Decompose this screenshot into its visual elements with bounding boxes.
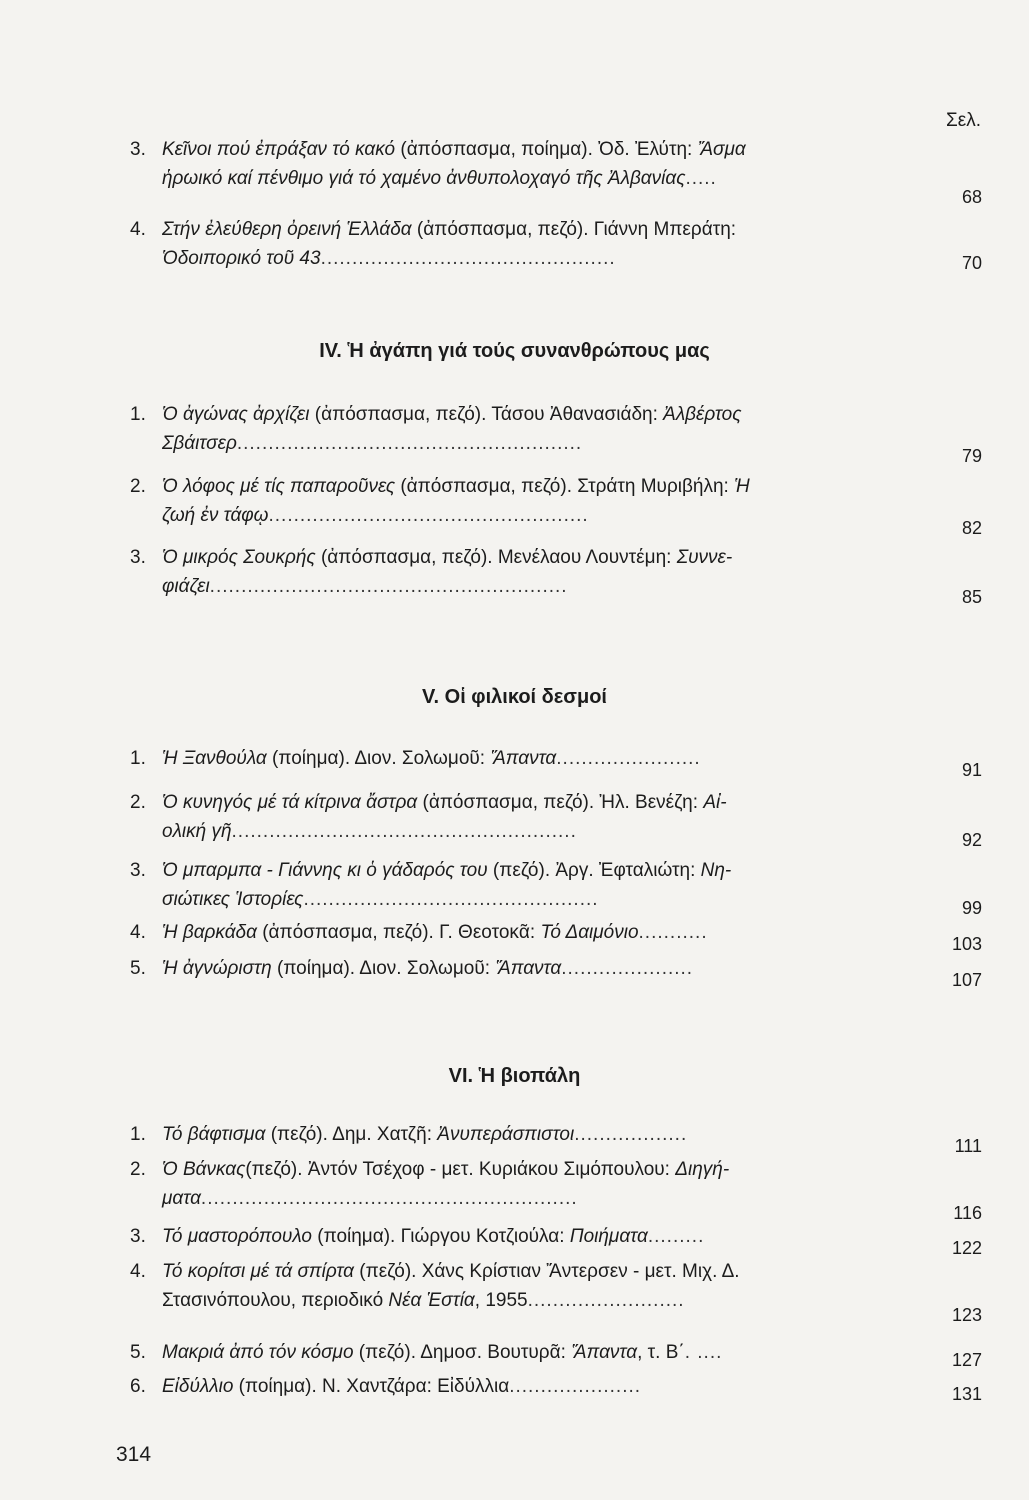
toc-page-number: 99 xyxy=(961,898,982,918)
toc-page-number: 79 xyxy=(961,446,982,466)
toc-entry: 1. Ἡ Ξανθούλα (ποίημα). Διον. Σολωμοῦ: Ἅπαντα....................... 91 xyxy=(130,748,982,780)
toc-page-number: 127 xyxy=(951,1350,982,1370)
toc-entry: 3. Ὁ μικρός Σουκρής (ἀπόσπασμα, πεζό). Μενέλαου Λουντέμη: Συννε- φιάζει......................................................... 85 xyxy=(130,547,982,607)
page-number: 314 xyxy=(116,1443,152,1466)
toc-page-number: 131 xyxy=(951,1384,982,1404)
toc-entry: 4. Στήν ἐλεύθερη ὀρεινή Ἑλλάδα (ἀπόσπασμα, πεζό). Γιάννη Μπεράτη: Ὁδοιπορικό τοῦ 43............................................... 70 xyxy=(130,219,982,273)
toc-entry: 3. Τό μαστορόπουλο (ποίημα). Γιώργου Κοτζιούλα: Ποιήματα......... 122 xyxy=(130,1226,982,1258)
toc-entry: 2. Ὁ κυνηγός μέ τά κίτρινα ἄστρα (ἀπόσπασμα, πεζό). Ἠλ. Βενέζη: Αἰ- ολική γῆ....................................................... 92 xyxy=(130,792,982,850)
toc-page-number: 122 xyxy=(951,1238,982,1258)
toc-page-number: 107 xyxy=(951,970,982,990)
toc-entry: 5. Ἡ ἀγνώριστη (ποίημα). Διον. Σολωμοῦ: Ἅπαντα..................... 107 xyxy=(130,958,982,990)
toc-page-number: 91 xyxy=(961,760,982,780)
page-column-label: Σελ. xyxy=(946,110,981,131)
toc-page-number: 70 xyxy=(961,253,982,273)
toc-page-number: 92 xyxy=(961,830,982,850)
toc-entry: 4. Ἡ βαρκάδα (ἀπόσπασμα, πεζό). Γ. Θεοτοκᾶ: Τό Δαιμόνιο........... 103 xyxy=(130,922,982,954)
toc-entry: 3. Ὁ μπαρμπα - Γιάννης κι ὁ γάδαρός του (πεζό). Ἀργ. Ἐφταλιώτη: Νη- σιώτικες Ἱστορίες............................................... 99 xyxy=(130,860,982,918)
toc-entry: 4. Τό κορίτσι μέ τά σπίρτα (πεζό). Χάνς Κρίστιαν Ἄντερσεν - μετ. Μιχ. Δ. Στασινόπουλου, περιοδικό Νέα Ἑστία, 1955......................... 123 xyxy=(130,1261,982,1325)
toc-page-number: 68 xyxy=(961,187,982,207)
toc-entry: 2. Ὁ Βάνκας(πεζό). Ἀντόν Τσέχοφ - μετ. Κυριάκου Σιμόπουλου: Διηγή- ματα............................................................ 116 xyxy=(130,1159,982,1223)
section-heading-iv: IV. Ἡ ἀγάπη γιά τούς συνανθρώπους μας xyxy=(319,340,710,362)
toc-page-number: 103 xyxy=(951,934,982,954)
toc-entry: 2. Ὁ λόφος μέ τίς παπαροῦνες (ἀπόσπασμα, πεζό). Στράτη Μυριβήλη: Ἡ ζωή ἐν τάφῳ................................................... 82 xyxy=(130,476,982,538)
toc-entry: 5. Μακριά ἀπό τόν κόσμο (πεζό). Δημοσ. Βουτυρᾶ: Ἅπαντα, τ. Β΄. .... 127 xyxy=(130,1342,982,1370)
toc-page-number: 116 xyxy=(953,1203,982,1223)
toc-page-number: 111 xyxy=(954,1136,982,1156)
toc-entry: 1. Τό βάφτισμα (πεζό). Δημ. Χατζῆ: Ἀνυπεράσπιστοι.................. 111 xyxy=(130,1124,982,1156)
section-heading-v: V. Οἱ φιλικοί δεσμοί xyxy=(422,686,607,708)
toc-page-number: 123 xyxy=(951,1305,982,1325)
toc-entry: 6. Εἰδύλλιο (ποίημα). Ν. Χαντζάρα: Εἰδύλλια..................... 131 xyxy=(130,1376,982,1404)
toc-page-number: 82 xyxy=(961,518,982,538)
toc-page-number: 85 xyxy=(961,587,982,607)
toc-entry: 1. Ὁ ἀγώνας ἀρχίζει (ἀπόσπασμα, πεζό). Τάσου Ἀθανασιάδη: Ἀλβέρτος Σβάιτσερ....................................................... 79 xyxy=(130,404,982,466)
section-heading-vi: VI. Ἡ βιοπάλη xyxy=(448,1065,581,1087)
toc-entry: 3. Κεῖνοι πού ἐπράξαν τό κακό (ἀπόσπασμα, ποίημα). Ὀδ. Ἐλύτη: Ἄσμα ἡρωικό καί πένθιμο γιά τό χαμένο ἀνθυπολοχαγό τῆς Ἀλβανίας..... 68 xyxy=(130,139,982,207)
